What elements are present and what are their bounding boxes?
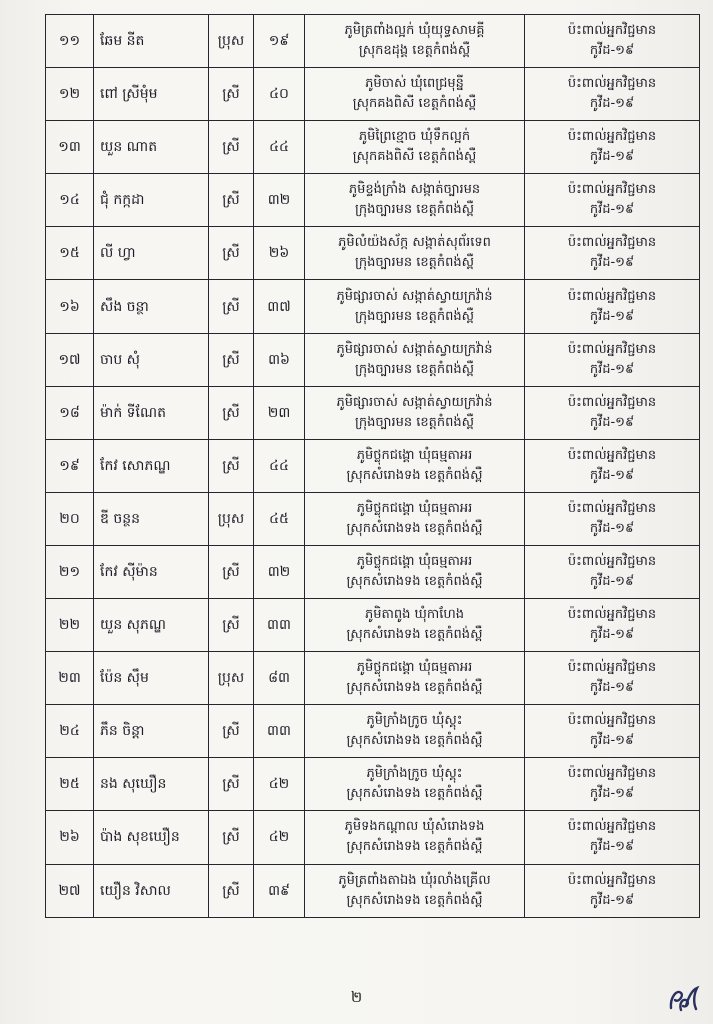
row-number-cell: ១១ <box>46 15 94 68</box>
row-number-cell: ១៤ <box>46 174 94 227</box>
status-cell-line-1: ប៉ះពាល់អ្នកវិជ្ជមាន <box>567 819 657 835</box>
address-cell <box>305 68 525 121</box>
row-number-cell: ១២ <box>46 68 94 121</box>
patient-table-body <box>46 15 700 918</box>
address-cell <box>305 599 525 652</box>
status-cell-line-1: ប៉ះពាល់អ្នកវិជ្ជមាន <box>567 660 657 676</box>
row-number-cell: ២៧ <box>46 864 94 917</box>
row-number-cell: ១៨ <box>46 386 94 439</box>
table-row <box>46 121 700 174</box>
status-cell-line-1: ប៉ះពាល់អ្នកវិជ្ជមាន <box>567 447 657 463</box>
table-row <box>46 652 700 705</box>
sex-cell: ស្រី <box>209 705 254 758</box>
name-cell: ម៉ាក់ ទីណែត <box>94 386 209 439</box>
address-cell <box>305 811 525 864</box>
row-number-cell: ២២ <box>46 599 94 652</box>
status-cell <box>525 492 700 545</box>
age-cell: ៣៣ <box>254 599 305 652</box>
status-cell-line-1: ប៉ះពាល់អ្នកវិជ្ជមាន <box>567 500 657 516</box>
status-cell <box>525 652 700 705</box>
address-cell <box>305 864 525 917</box>
age-cell: ៣៦ <box>254 333 305 386</box>
address-cell-line-1: ភូមិក្រាំងក្រូច ឃុំស្គុះ <box>366 713 463 729</box>
address-cell-line-2: ស្រុកសំរោងទង ខេត្តកំពង់ស្ពឺ <box>346 680 483 696</box>
age-cell: ៤២ <box>254 811 305 864</box>
row-number-cell: ១៣ <box>46 121 94 174</box>
name-cell: ឆែម នីត <box>94 15 209 68</box>
sex-cell: ស្រី <box>209 439 254 492</box>
address-cell-line-2: ស្រុកសំរោងទង ខេត្តកំពង់ស្ពឺ <box>346 467 483 483</box>
address-cell-line-1: ភូមិថ្លុកជង្គោ ឃុំធម្មតាអរ <box>356 553 473 569</box>
age-cell: ១៩ <box>254 15 305 68</box>
status-cell-line-2: កូវីដ-១៩ <box>589 467 635 483</box>
status-cell <box>525 15 700 68</box>
row-number-cell: ២០ <box>46 492 94 545</box>
status-cell-line-2: កូវីដ-១៩ <box>589 43 635 59</box>
status-cell <box>525 280 700 333</box>
name-cell: ភឹន ចិន្តា <box>94 705 209 758</box>
address-cell-line-2: ស្រុកសំរោងទង ខេត្តកំពង់ស្ពឺ <box>346 839 483 855</box>
row-number-cell: ២៥ <box>46 758 94 811</box>
age-cell: ៣២ <box>254 545 305 598</box>
address-cell-line-1: ភូមិខ្ទង់ក្រាំង សង្កាត់ច្បារមន <box>348 182 481 198</box>
table-row <box>46 811 700 864</box>
name-cell: យឿន វិសាល <box>94 864 209 917</box>
age-cell: ៨៣ <box>254 652 305 705</box>
page-number: ២ <box>350 988 363 1006</box>
name-cell: ជុំ កក្កដា <box>94 174 209 227</box>
address-cell <box>305 121 525 174</box>
status-cell-line-1: ប៉ះពាល់អ្នកវិជ្ជមាន <box>567 394 657 410</box>
name-cell: យួន សុភណ្ឌ <box>94 599 209 652</box>
address-cell <box>305 758 525 811</box>
status-cell <box>525 386 700 439</box>
status-cell-line-1: ប៉ះពាល់អ្នកវិជ្ជមាន <box>567 341 657 357</box>
name-cell: នង សុឃឿន <box>94 758 209 811</box>
sex-cell: ស្រី <box>209 227 254 280</box>
age-cell: ២៣ <box>254 386 305 439</box>
status-cell-line-1: ប៉ះពាល់អ្នកវិជ្ជមាន <box>567 23 657 39</box>
address-cell-line-1: ភូមិត្រពាំងតាឯង ឃុំរលាំងគ្រើល <box>338 872 491 888</box>
sex-cell: ស្រី <box>209 174 254 227</box>
address-cell-line-2: ស្រុកសំរោងទង ខេត្តកំពង់ស្ពឺ <box>346 733 483 749</box>
table-row <box>46 333 700 386</box>
status-cell-line-2: កូវីដ-១៩ <box>589 892 635 908</box>
table-row <box>46 174 700 227</box>
name-cell: សឹង ចន្ថា <box>94 280 209 333</box>
address-cell-line-2: ក្រុងច្បារមន ខេត្តកំពង់ស្ពឺ <box>355 414 474 430</box>
age-cell: ៣៧ <box>254 280 305 333</box>
address-cell-line-2: ក្រុងច្បារមន ខេត្តកំពង់ស្ពឺ <box>355 255 474 271</box>
address-cell-line-2: ក្រុងច្បារមន ខេត្តកំពង់ស្ពឺ <box>355 361 474 377</box>
name-cell: យួន ណាត <box>94 121 209 174</box>
address-cell-line-2: ក្រុងច្បារមន ខេត្តកំពង់ស្ពឺ <box>355 308 474 324</box>
address-cell <box>305 705 525 758</box>
age-cell: ៤២ <box>254 758 305 811</box>
address-cell <box>305 280 525 333</box>
handwritten-page-mark <box>668 984 702 1014</box>
status-cell <box>525 227 700 280</box>
age-cell: ៣២ <box>254 174 305 227</box>
name-cell: លី ហ្វា <box>94 227 209 280</box>
status-cell-line-1: ប៉ះពាល់អ្នកវិជ្ជមាន <box>567 713 657 729</box>
age-cell: ២៦ <box>254 227 305 280</box>
status-cell <box>525 121 700 174</box>
address-cell-line-1: ភូមិក្រាំងក្រូច ឃុំស្គុះ <box>366 766 463 782</box>
row-number-cell: ១៥ <box>46 227 94 280</box>
row-number-cell: ១៦ <box>46 280 94 333</box>
name-cell: ពៅ ស្រីមុំម <box>94 68 209 121</box>
table-row <box>46 439 700 492</box>
address-cell-line-2: ក្រុងច្បារមន ខេត្តកំពង់ស្ពឺ <box>355 202 474 218</box>
sex-cell: ស្រី <box>209 864 254 917</box>
table-row <box>46 599 700 652</box>
age-cell: ៤៤ <box>254 439 305 492</box>
address-cell-line-2: ស្រុកសំរោងទង ខេត្តកំពង់ស្ពឺ <box>346 573 483 589</box>
status-cell-line-1: ប៉ះពាល់អ្នកវិជ្ជមាន <box>567 182 657 198</box>
name-cell: ឌី ចន្ថន <box>94 492 209 545</box>
name-cell: ប៉ែន ស៊ឹម <box>94 652 209 705</box>
table-row <box>46 227 700 280</box>
name-cell: ប៉ាង សុខឃឿន <box>94 811 209 864</box>
sex-cell: ស្រី <box>209 121 254 174</box>
row-number-cell: ២៦ <box>46 811 94 864</box>
status-cell <box>525 705 700 758</box>
address-cell-line-2: ស្រុកគងពិសី ខេត្តកំពង់ស្ពឺ <box>352 149 477 165</box>
address-cell <box>305 492 525 545</box>
sex-cell: ស្រី <box>209 386 254 439</box>
row-number-cell: ១៧ <box>46 333 94 386</box>
sex-cell: ស្រី <box>209 333 254 386</box>
address-cell <box>305 174 525 227</box>
row-number-cell: ២១ <box>46 545 94 598</box>
table-row <box>46 758 700 811</box>
sex-cell: ប្រុស <box>209 492 254 545</box>
status-cell-line-2: កូវីដ-១៩ <box>589 96 635 112</box>
row-number-cell: ១៩ <box>46 439 94 492</box>
sex-cell: ស្រី <box>209 545 254 598</box>
address-cell <box>305 227 525 280</box>
address-cell-line-1: ភូមិតាពូង ឃុំកាហែង <box>364 607 465 623</box>
status-cell-line-2: កូវីដ-១៩ <box>589 414 635 430</box>
table-row <box>46 705 700 758</box>
status-cell-line-1: ប៉ះពាល់អ្នកវិជ្ជមាន <box>567 288 657 304</box>
address-cell-line-1: ភូមិចាស់ ឃុំពេជ្រមុន្នី <box>365 76 464 92</box>
sex-cell: ស្រី <box>209 68 254 121</box>
address-cell-line-1: ភូមិផ្សារចាស់ សង្កាត់ស្វាយក្រវ៉ាន់ <box>336 394 493 410</box>
address-cell <box>305 333 525 386</box>
age-cell: ៣៣ <box>254 705 305 758</box>
status-cell-line-2: កូវីដ-១៩ <box>589 573 635 589</box>
status-cell-line-2: កូវីដ-១៩ <box>589 202 635 218</box>
age-cell: ៤៤ <box>254 121 305 174</box>
address-cell-line-2: ស្រុកឧដុង្គ ខេត្តកំពង់ស្ពឺ <box>358 43 471 59</box>
status-cell-line-1: ប៉ះពាល់អ្នកវិជ្ជមាន <box>567 235 657 251</box>
status-cell-line-2: កូវីដ-១៩ <box>589 520 635 536</box>
table-row <box>46 15 700 68</box>
status-cell <box>525 174 700 227</box>
age-cell: ៤៥ <box>254 492 305 545</box>
status-cell-line-2: កូវីដ-១៩ <box>589 786 635 802</box>
address-cell-line-1: ភូមិព្រៃខ្មោច ឃុំទឹកល្អក់ <box>358 129 471 145</box>
sex-cell: ប្រុស <box>209 652 254 705</box>
table-row <box>46 68 700 121</box>
sex-cell: ស្រី <box>209 758 254 811</box>
address-cell-line-1: ភូមិផ្សារចាស់ សង្កាត់ស្វាយក្រវ៉ាន់ <box>336 341 493 357</box>
table-row <box>46 864 700 917</box>
table-row <box>46 545 700 598</box>
row-number-cell: ២៤ <box>46 705 94 758</box>
address-cell-line-1: ភូមិថ្លុកជង្គោ ឃុំធម្មតាអរ <box>356 660 473 676</box>
status-cell-line-1: ប៉ះពាល់អ្នកវិជ្ជមាន <box>567 553 657 569</box>
age-cell: ៣៩ <box>254 864 305 917</box>
status-cell <box>525 599 700 652</box>
status-cell-line-2: កូវីដ-១៩ <box>589 308 635 324</box>
name-cell: កែវ សោភណ្ឌ <box>94 439 209 492</box>
name-cell: ចាប សុំ <box>94 333 209 386</box>
status-cell <box>525 333 700 386</box>
status-cell-line-2: កូវីដ-១៩ <box>589 680 635 696</box>
status-cell-line-1: ប៉ះពាល់អ្នកវិជ្ជមាន <box>567 76 657 92</box>
status-cell <box>525 811 700 864</box>
address-cell-line-2: ស្រុកសំរោងទង ខេត្តកំពង់ស្ពឺ <box>346 786 483 802</box>
status-cell-line-2: កូវីដ-១៩ <box>589 361 635 377</box>
address-cell-line-2: ស្រុកសំរោងទង ខេត្តកំពង់ស្ពឺ <box>346 892 483 908</box>
name-cell: កែវ ស៊ីម៉ាន <box>94 545 209 598</box>
address-cell-line-1: ភូមិលំយ៉ងស័ក្ក សង្កាត់សុព័រទេព <box>338 235 491 251</box>
address-cell-line-1: ភូមិទងកណ្តាល ឃុំសំរោងទង <box>344 819 485 835</box>
address-cell-line-1: ភូមិត្រពាំងល្អក់ ឃុំយុទ្ធសាមគ្គី <box>344 23 485 39</box>
sex-cell: ស្រី <box>209 280 254 333</box>
row-number-cell: ២៣ <box>46 652 94 705</box>
address-cell <box>305 15 525 68</box>
sex-cell: ស្រី <box>209 811 254 864</box>
address-cell-line-1: ភូមិថ្លុកជង្គោ ឃុំធម្មតាអរ <box>356 500 473 516</box>
status-cell-line-2: កូវីដ-១៩ <box>589 839 635 855</box>
status-cell <box>525 68 700 121</box>
address-cell-line-1: ភូមិផ្សារចាស់ សង្កាត់ស្វាយក្រវ៉ាន់ <box>336 288 493 304</box>
address-cell-line-2: ស្រុកគងពិសី ខេត្តកំពង់ស្ពឺ <box>352 96 477 112</box>
address-cell-line-2: ស្រុកសំរោងទង ខេត្តកំពង់ស្ពឺ <box>346 520 483 536</box>
status-cell <box>525 545 700 598</box>
sex-cell: ស្រី <box>209 599 254 652</box>
address-cell-line-2: ស្រុកសំរោងទង ខេត្តកំពង់ស្ពឺ <box>346 627 483 643</box>
status-cell-line-1: ប៉ះពាល់អ្នកវិជ្ជមាន <box>567 766 657 782</box>
address-cell <box>305 545 525 598</box>
status-cell-line-2: កូវីដ-១៩ <box>589 733 635 749</box>
status-cell-line-1: ប៉ះពាល់អ្នកវិជ្ជមាន <box>567 872 657 888</box>
address-cell <box>305 386 525 439</box>
status-cell <box>525 439 700 492</box>
patient-table <box>45 14 700 918</box>
address-cell <box>305 439 525 492</box>
table-row <box>46 280 700 333</box>
status-cell-line-2: កូវីដ-១៩ <box>589 255 635 271</box>
table-row <box>46 492 700 545</box>
age-cell: ៤០ <box>254 68 305 121</box>
sex-cell: ប្រុស <box>209 15 254 68</box>
status-cell-line-1: ប៉ះពាល់អ្នកវិជ្ជមាន <box>567 129 657 145</box>
address-cell-line-1: ភូមិថ្លុកជង្គោ ឃុំធម្មតាអរ <box>356 447 473 463</box>
status-cell-line-2: កូវីដ-១៩ <box>589 627 635 643</box>
status-cell <box>525 758 700 811</box>
status-cell-line-2: កូវីដ-១៩ <box>589 149 635 165</box>
table-row <box>46 386 700 439</box>
address-cell <box>305 652 525 705</box>
status-cell-line-1: ប៉ះពាល់អ្នកវិជ្ជមាន <box>567 607 657 623</box>
status-cell <box>525 864 700 917</box>
